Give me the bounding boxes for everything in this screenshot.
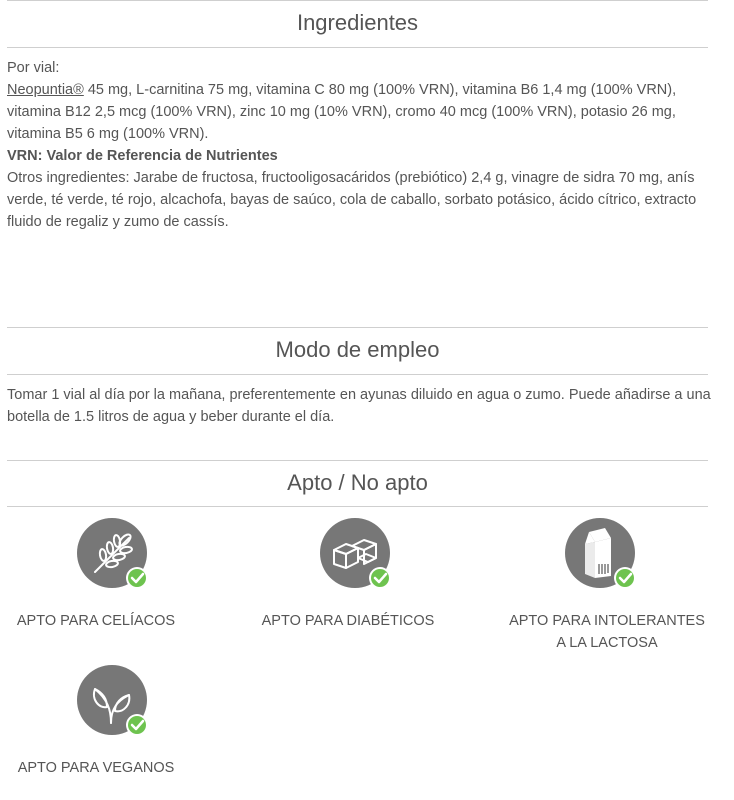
sugar-cubes-icon — [320, 518, 394, 592]
usage-top-divider — [7, 327, 708, 328]
wheat-icon — [77, 518, 151, 592]
other-ingredients: Otros ingredientes: Jarabe de fructosa, fructooligosacáridos (prebiótico) 2,4 g, vinagre de sidra 70 mg, anís verde, té verde, té rojo, alcachofa, bayas de saúco, cola de caballo, sorbato potásico, ácido cítrico, extracto fluido de regaliz y zumo de cassís. — [7, 170, 697, 230]
usage-body — [7, 384, 712, 428]
top-divider — [7, 0, 708, 1]
usage-divider — [7, 374, 708, 375]
celiac-label: APTO PARA CELÍACOS — [16, 613, 176, 629]
ingredients-list-text: 45 mg, L-carnitina 75 mg, vitamina C 80 mg (100% VRN), vitamina B6 1,4 mg (100% VRN), vitamina B12 2,5 mcg (100% VRN), zinc 10 mg (10% VRN), cromo 40 mcg (100% VRN), potasio 26 mg, vitamina B5 6 mg (100% VRN). — [7, 82, 677, 142]
vegan-badge — [77, 665, 151, 739]
diabetic-badge — [320, 518, 394, 592]
celiac-badge — [77, 518, 151, 592]
ingredients-divider — [7, 47, 708, 48]
diabetic-label: APTO PARA DIABÉTICOS — [261, 613, 435, 629]
ingredients-list — [7, 79, 712, 145]
leaf-icon — [77, 665, 151, 739]
milk-carton-icon — [565, 518, 639, 592]
vrn-note: VRN: Valor de Referencia de Nutrientes — [7, 148, 278, 164]
ingredients-heading: Ingredientes — [296, 10, 419, 35]
suitability-divider — [7, 506, 708, 507]
vegan-label: APTO PARA VEGANOS — [17, 760, 175, 776]
lactose-badge — [565, 518, 639, 592]
per-vial-label: Por vial: — [7, 60, 60, 76]
usage-heading: Modo de empleo — [275, 337, 440, 362]
lactose-label: APTO PARA INTOLERANTES A LA LACTOSA — [509, 613, 705, 651]
ingredients-body — [7, 57, 712, 233]
usage-text: Tomar 1 vial al día por la mañana, preferentemente en ayunas diluido en agua o zumo. Puede añadirse a una botella de 1.5 litros de agua y beber durante el día. — [7, 387, 711, 425]
brand-link[interactable]: Neopuntia® — [7, 82, 84, 98]
suitability-top-divider — [7, 460, 708, 461]
suitability-heading: Apto / No apto — [287, 470, 428, 495]
